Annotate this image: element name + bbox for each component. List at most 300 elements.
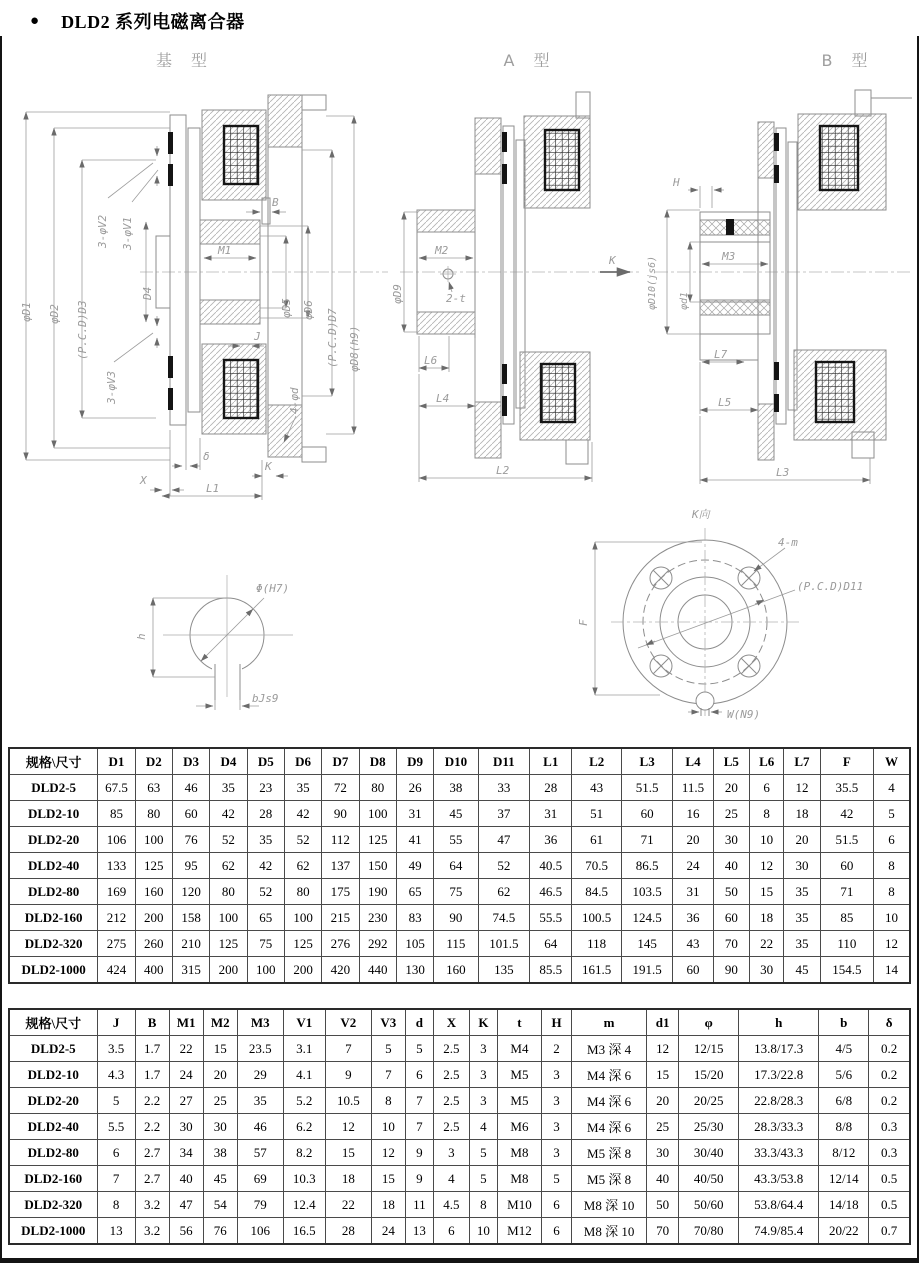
cell: 70/80 bbox=[679, 1218, 739, 1245]
page-title: DLD2 系列电磁离合器 bbox=[61, 12, 245, 32]
cell: 55 bbox=[434, 827, 478, 853]
column-header: δ bbox=[869, 1009, 910, 1036]
dim-label-phid1: φd1 bbox=[679, 291, 690, 310]
row-label: DLD2-1000 bbox=[9, 957, 98, 984]
cell: 43 bbox=[572, 775, 621, 801]
cell: 30 bbox=[750, 957, 784, 984]
cell: 40.5 bbox=[530, 853, 572, 879]
dim-label-phiH7: Φ(H7) bbox=[256, 582, 290, 595]
column-header: b bbox=[819, 1009, 869, 1036]
cell: 5.5 bbox=[97, 1114, 135, 1140]
dim-label-M1: M1 bbox=[218, 244, 232, 257]
cell: 3 bbox=[469, 1036, 497, 1062]
cell: 275 bbox=[98, 931, 135, 957]
dim-label-4phid: 4-φd bbox=[288, 387, 301, 414]
cell: 7 bbox=[97, 1166, 135, 1192]
row-label: DLD2-5 bbox=[9, 1036, 97, 1062]
cell: 37 bbox=[478, 801, 529, 827]
cell: 35 bbox=[210, 775, 247, 801]
cell: 158 bbox=[172, 905, 209, 931]
cell: 6 bbox=[97, 1140, 135, 1166]
cell: 46 bbox=[237, 1114, 283, 1140]
cell: M8 bbox=[497, 1140, 541, 1166]
cell: 47 bbox=[478, 827, 529, 853]
cell: 9 bbox=[405, 1166, 433, 1192]
cell: 28.3/33.3 bbox=[739, 1114, 819, 1140]
cell: 8/12 bbox=[819, 1140, 869, 1166]
table-row bbox=[9, 1062, 910, 1088]
bullet-icon: ● bbox=[30, 12, 40, 29]
column-header: V1 bbox=[283, 1009, 325, 1036]
dim-label-L7: L7 bbox=[714, 348, 728, 361]
row-label: DLD2-5 bbox=[9, 775, 98, 801]
cell: 2.5 bbox=[433, 1036, 469, 1062]
cell: 100 bbox=[284, 905, 321, 931]
dimensions-table-1 bbox=[8, 747, 911, 984]
cell: 3 bbox=[469, 1088, 497, 1114]
cell: 56 bbox=[169, 1218, 203, 1245]
dim-label-phiD6: φD6 bbox=[302, 300, 315, 320]
cell: 17.3/22.8 bbox=[739, 1062, 819, 1088]
cell: 8 bbox=[97, 1192, 135, 1218]
cell: 31 bbox=[530, 801, 572, 827]
dim-label-M2: M2 bbox=[435, 244, 449, 257]
column-header: L2 bbox=[572, 748, 621, 775]
dim-label-L4: L4 bbox=[436, 392, 450, 405]
cell: 15 bbox=[371, 1166, 405, 1192]
row-label: DLD2-10 bbox=[9, 801, 98, 827]
drawing-base-type bbox=[20, 51, 388, 500]
dim-label-F: F bbox=[577, 619, 590, 626]
column-header: L3 bbox=[621, 748, 672, 775]
cell: M4 深 6 bbox=[572, 1114, 647, 1140]
cell: 11.5 bbox=[673, 775, 713, 801]
cell: 15/20 bbox=[679, 1062, 739, 1088]
cell: 35 bbox=[247, 827, 284, 853]
cell: 20 bbox=[784, 827, 820, 853]
column-header: D2 bbox=[135, 748, 172, 775]
cell: 70 bbox=[713, 931, 749, 957]
cell: 30 bbox=[203, 1114, 237, 1140]
column-header: φ bbox=[679, 1009, 739, 1036]
dim-label-K-arrow: K bbox=[609, 254, 616, 267]
table-row bbox=[9, 879, 910, 905]
column-header: m bbox=[572, 1009, 647, 1036]
dim-label-L6: L6 bbox=[424, 354, 438, 367]
cell: 85 bbox=[98, 801, 135, 827]
column-header: D11 bbox=[478, 748, 529, 775]
cell: 5.2 bbox=[283, 1088, 325, 1114]
cell: 46.5 bbox=[530, 879, 572, 905]
engineering-drawings bbox=[0, 36, 919, 742]
cell: 315 bbox=[172, 957, 209, 984]
cell: 440 bbox=[359, 957, 396, 984]
row-label: DLD2-160 bbox=[9, 905, 98, 931]
column-header: L1 bbox=[530, 748, 572, 775]
cell: 42 bbox=[820, 801, 873, 827]
cell: 35 bbox=[237, 1088, 283, 1114]
cell: 0.7 bbox=[869, 1218, 910, 1245]
cell: 65 bbox=[396, 879, 433, 905]
cell: 12 bbox=[371, 1140, 405, 1166]
cell: 2 bbox=[541, 1036, 571, 1062]
cell: 27 bbox=[169, 1088, 203, 1114]
cell: 175 bbox=[322, 879, 359, 905]
cell: 95 bbox=[172, 853, 209, 879]
table-row bbox=[9, 1114, 910, 1140]
column-header: F bbox=[820, 748, 873, 775]
cell: 3 bbox=[541, 1140, 571, 1166]
cell: 28 bbox=[247, 801, 284, 827]
column-header: D3 bbox=[172, 748, 209, 775]
cell: M4 bbox=[497, 1036, 541, 1062]
table-row bbox=[9, 905, 910, 931]
cell: 49 bbox=[396, 853, 433, 879]
cell: 5 bbox=[469, 1166, 497, 1192]
cell: 24 bbox=[169, 1062, 203, 1088]
cell: 20/22 bbox=[819, 1218, 869, 1245]
dim-label-J: J bbox=[254, 330, 261, 343]
cell: 0.5 bbox=[869, 1166, 910, 1192]
cell: 83 bbox=[396, 905, 433, 931]
cell: 16 bbox=[673, 801, 713, 827]
cell: 90 bbox=[713, 957, 749, 984]
cell: 160 bbox=[135, 879, 172, 905]
cell: 25 bbox=[713, 801, 749, 827]
cell: 100 bbox=[247, 957, 284, 984]
cell: 72 bbox=[322, 775, 359, 801]
column-header: 规格\尺寸 bbox=[9, 1009, 97, 1036]
cell: M8 深 10 bbox=[572, 1192, 647, 1218]
cell: 90 bbox=[434, 905, 478, 931]
cell: 30 bbox=[784, 853, 820, 879]
section-title-row bbox=[30, 8, 245, 34]
cell: 80 bbox=[210, 879, 247, 905]
cell: 160 bbox=[434, 957, 478, 984]
cell: 169 bbox=[98, 879, 135, 905]
column-header: M2 bbox=[203, 1009, 237, 1036]
cell: 8/8 bbox=[819, 1114, 869, 1140]
cell: 18 bbox=[371, 1192, 405, 1218]
cell: 80 bbox=[284, 879, 321, 905]
cell: 5 bbox=[469, 1140, 497, 1166]
cell: 260 bbox=[135, 931, 172, 957]
cell: 190 bbox=[359, 879, 396, 905]
cell: 161.5 bbox=[572, 957, 621, 984]
cell: 31 bbox=[396, 801, 433, 827]
cell: 60 bbox=[673, 957, 713, 984]
cell: 8 bbox=[371, 1088, 405, 1114]
cell: 43 bbox=[673, 931, 713, 957]
cell: 63 bbox=[135, 775, 172, 801]
column-header: H bbox=[541, 1009, 571, 1036]
cell: 7 bbox=[371, 1062, 405, 1088]
dim-label-3phiV3: 3-φV3 bbox=[105, 370, 118, 404]
cell: 18 bbox=[750, 905, 784, 931]
cell: 23.5 bbox=[237, 1036, 283, 1062]
dim-label-delta: δ bbox=[203, 450, 210, 463]
row-label: DLD2-80 bbox=[9, 879, 98, 905]
cell: 71 bbox=[820, 879, 873, 905]
cell: 43.3/53.8 bbox=[739, 1166, 819, 1192]
cell: 6 bbox=[874, 827, 910, 853]
cell: 76 bbox=[172, 827, 209, 853]
cell: 15 bbox=[203, 1036, 237, 1062]
table-row bbox=[9, 931, 910, 957]
cell: 130 bbox=[396, 957, 433, 984]
cell: 6 bbox=[541, 1192, 571, 1218]
cell: 125 bbox=[359, 827, 396, 853]
cell: 12 bbox=[750, 853, 784, 879]
cell: 2.7 bbox=[135, 1166, 169, 1192]
cell: 53.8/64.4 bbox=[739, 1192, 819, 1218]
cell: 46 bbox=[172, 775, 209, 801]
dim-label-L1: L1 bbox=[206, 482, 220, 495]
cell: 200 bbox=[135, 905, 172, 931]
dim-label-2t: 2-t bbox=[446, 292, 466, 305]
dim-label-bJs9: bJs9 bbox=[252, 692, 279, 705]
cell: 230 bbox=[359, 905, 396, 931]
dim-label-phiD5: φD5 bbox=[280, 298, 293, 318]
cell: 2.5 bbox=[433, 1088, 469, 1114]
cell: 8.2 bbox=[283, 1140, 325, 1166]
cell: 36 bbox=[673, 905, 713, 931]
cell: 400 bbox=[135, 957, 172, 984]
dim-label-B: B bbox=[272, 196, 279, 209]
cell: 10.3 bbox=[283, 1166, 325, 1192]
drawing-keyway-detail bbox=[135, 575, 293, 710]
cell: 35 bbox=[784, 879, 820, 905]
cell: 10 bbox=[750, 827, 784, 853]
cell: M4 深 6 bbox=[572, 1088, 647, 1114]
cell: M5 bbox=[497, 1088, 541, 1114]
cell: 31 bbox=[673, 879, 713, 905]
cell: 8 bbox=[874, 853, 910, 879]
cell: 90 bbox=[322, 801, 359, 827]
drawing-type-b bbox=[647, 51, 912, 484]
cell: 124.5 bbox=[621, 905, 672, 931]
dim-label-M3: M3 bbox=[722, 250, 736, 263]
cell: 75 bbox=[434, 879, 478, 905]
cell: 8 bbox=[750, 801, 784, 827]
cell: 150 bbox=[359, 853, 396, 879]
column-header: L6 bbox=[750, 748, 784, 775]
cell: M3 深 4 bbox=[572, 1036, 647, 1062]
cell: 5 bbox=[97, 1088, 135, 1114]
cell: 65 bbox=[247, 905, 284, 931]
cell: 3.2 bbox=[135, 1192, 169, 1218]
cell: 55.5 bbox=[530, 905, 572, 931]
cell: 8 bbox=[874, 879, 910, 905]
dim-label-pcdD3: (P.C.D)D3 bbox=[76, 300, 89, 360]
column-header: W bbox=[874, 748, 910, 775]
cell: 5 bbox=[371, 1036, 405, 1062]
cell: 12/14 bbox=[819, 1166, 869, 1192]
dim-label-H: H bbox=[673, 176, 680, 189]
cell: 125 bbox=[284, 931, 321, 957]
drawing-type-a bbox=[391, 51, 640, 482]
cell: 112 bbox=[322, 827, 359, 853]
cell: 2.7 bbox=[135, 1140, 169, 1166]
row-label: DLD2-320 bbox=[9, 931, 98, 957]
cell: 33.3/43.3 bbox=[739, 1140, 819, 1166]
cell: 35 bbox=[784, 931, 820, 957]
cell: 3 bbox=[433, 1140, 469, 1166]
cell: 74.9/85.4 bbox=[739, 1218, 819, 1245]
cell: 2.5 bbox=[433, 1114, 469, 1140]
cell: 6 bbox=[433, 1218, 469, 1245]
cell: M5 深 8 bbox=[572, 1140, 647, 1166]
cell: 6 bbox=[750, 775, 784, 801]
cell: 40 bbox=[647, 1166, 679, 1192]
column-header: D1 bbox=[98, 748, 135, 775]
dim-label-L3: L3 bbox=[776, 466, 790, 479]
drawing-k-view bbox=[577, 508, 863, 721]
cell: 12/15 bbox=[679, 1036, 739, 1062]
table-row bbox=[9, 775, 910, 801]
column-header: d1 bbox=[647, 1009, 679, 1036]
column-header: V3 bbox=[371, 1009, 405, 1036]
cell: 2.5 bbox=[433, 1062, 469, 1088]
column-header: D7 bbox=[322, 748, 359, 775]
cell: 0.3 bbox=[869, 1114, 910, 1140]
cell: 30 bbox=[169, 1114, 203, 1140]
cell: 9 bbox=[405, 1140, 433, 1166]
cell: 0.2 bbox=[869, 1062, 910, 1088]
cell: 3.1 bbox=[283, 1036, 325, 1062]
cell: 40 bbox=[713, 853, 749, 879]
row-label: DLD2-160 bbox=[9, 1166, 97, 1192]
cell: 4.5 bbox=[433, 1192, 469, 1218]
cell: 25/30 bbox=[679, 1114, 739, 1140]
cell: 30/40 bbox=[679, 1140, 739, 1166]
cell: 6/8 bbox=[819, 1088, 869, 1114]
column-header: K bbox=[469, 1009, 497, 1036]
cell: 28 bbox=[530, 775, 572, 801]
column-header: h bbox=[739, 1009, 819, 1036]
cell: 41 bbox=[396, 827, 433, 853]
cell: 106 bbox=[98, 827, 135, 853]
dimensions-table-2 bbox=[8, 1008, 911, 1245]
cell: 7 bbox=[325, 1036, 371, 1062]
cell: 84.5 bbox=[572, 879, 621, 905]
column-header: D5 bbox=[247, 748, 284, 775]
cell: 3 bbox=[541, 1114, 571, 1140]
cell: 14/18 bbox=[819, 1192, 869, 1218]
cell: 6 bbox=[541, 1218, 571, 1245]
cell: 5 bbox=[874, 801, 910, 827]
cell: 29 bbox=[237, 1062, 283, 1088]
cell: 40 bbox=[169, 1166, 203, 1192]
cell: 103.5 bbox=[621, 879, 672, 905]
cell: 5 bbox=[541, 1166, 571, 1192]
header-row bbox=[9, 748, 910, 775]
column-header: 规格\尺寸 bbox=[9, 748, 98, 775]
cell: 50/60 bbox=[679, 1192, 739, 1218]
cell: 57 bbox=[237, 1140, 283, 1166]
cell: 25 bbox=[647, 1114, 679, 1140]
cell: 45 bbox=[784, 957, 820, 984]
cell: 70 bbox=[647, 1218, 679, 1245]
cell: 100.5 bbox=[572, 905, 621, 931]
cell: 34 bbox=[169, 1140, 203, 1166]
header-row bbox=[9, 1009, 910, 1036]
dim-label-WN9: W(N9) bbox=[727, 708, 761, 721]
column-header: D8 bbox=[359, 748, 396, 775]
cell: 5 bbox=[405, 1036, 433, 1062]
cell: 22 bbox=[750, 931, 784, 957]
cell: 10.5 bbox=[325, 1088, 371, 1114]
cell: 10 bbox=[371, 1114, 405, 1140]
cell: 60 bbox=[713, 905, 749, 931]
dim-label-pcdD11: (P.C.D)D11 bbox=[797, 580, 864, 593]
cell: 51.5 bbox=[621, 775, 672, 801]
cell: 4/5 bbox=[819, 1036, 869, 1062]
cell: 0.2 bbox=[869, 1036, 910, 1062]
cell: 3 bbox=[541, 1062, 571, 1088]
cell: 4.3 bbox=[97, 1062, 135, 1088]
cell: 51 bbox=[572, 801, 621, 827]
table-row bbox=[9, 801, 910, 827]
cell: 105 bbox=[396, 931, 433, 957]
cell: 50 bbox=[647, 1192, 679, 1218]
cell: M8 bbox=[497, 1166, 541, 1192]
column-header: d bbox=[405, 1009, 433, 1036]
cell: 47 bbox=[169, 1192, 203, 1218]
cell: 20 bbox=[647, 1088, 679, 1114]
cell: 80 bbox=[135, 801, 172, 827]
cell: 212 bbox=[98, 905, 135, 931]
cell: 75 bbox=[247, 931, 284, 957]
cell: 62 bbox=[284, 853, 321, 879]
cell: 215 bbox=[322, 905, 359, 931]
column-header: D10 bbox=[434, 748, 478, 775]
row-label: DLD2-10 bbox=[9, 1062, 97, 1088]
cell: 118 bbox=[572, 931, 621, 957]
cell: 18 bbox=[784, 801, 820, 827]
column-header: M1 bbox=[169, 1009, 203, 1036]
table-row bbox=[9, 957, 910, 984]
cell: 54 bbox=[203, 1192, 237, 1218]
cell: 120 bbox=[172, 879, 209, 905]
column-header: V2 bbox=[325, 1009, 371, 1036]
dim-label-4m: 4-m bbox=[778, 536, 798, 549]
cell: 13 bbox=[405, 1218, 433, 1245]
cell: 74.5 bbox=[478, 905, 529, 931]
cell: 60 bbox=[172, 801, 209, 827]
cell: 8 bbox=[469, 1192, 497, 1218]
cell: 11 bbox=[405, 1192, 433, 1218]
cell: 52 bbox=[284, 827, 321, 853]
cell: 35.5 bbox=[820, 775, 873, 801]
column-header: D6 bbox=[284, 748, 321, 775]
cell: 62 bbox=[478, 879, 529, 905]
cell: 115 bbox=[434, 931, 478, 957]
dim-label-phiD1: φD1 bbox=[20, 302, 33, 322]
dim-label-3phiV1: 3-φV1 bbox=[121, 216, 134, 250]
table-row bbox=[9, 1088, 910, 1114]
cell: 100 bbox=[359, 801, 396, 827]
dim-label-L2: L2 bbox=[496, 464, 510, 477]
table-row bbox=[9, 1036, 910, 1062]
cell: 67.5 bbox=[98, 775, 135, 801]
row-label: DLD2-40 bbox=[9, 1114, 97, 1140]
row-label: DLD2-320 bbox=[9, 1192, 97, 1218]
column-header: D4 bbox=[210, 748, 247, 775]
cell: 60 bbox=[820, 853, 873, 879]
dim-label-pcdD7: (P.C.D)D7 bbox=[326, 308, 339, 368]
cell: 36 bbox=[530, 827, 572, 853]
